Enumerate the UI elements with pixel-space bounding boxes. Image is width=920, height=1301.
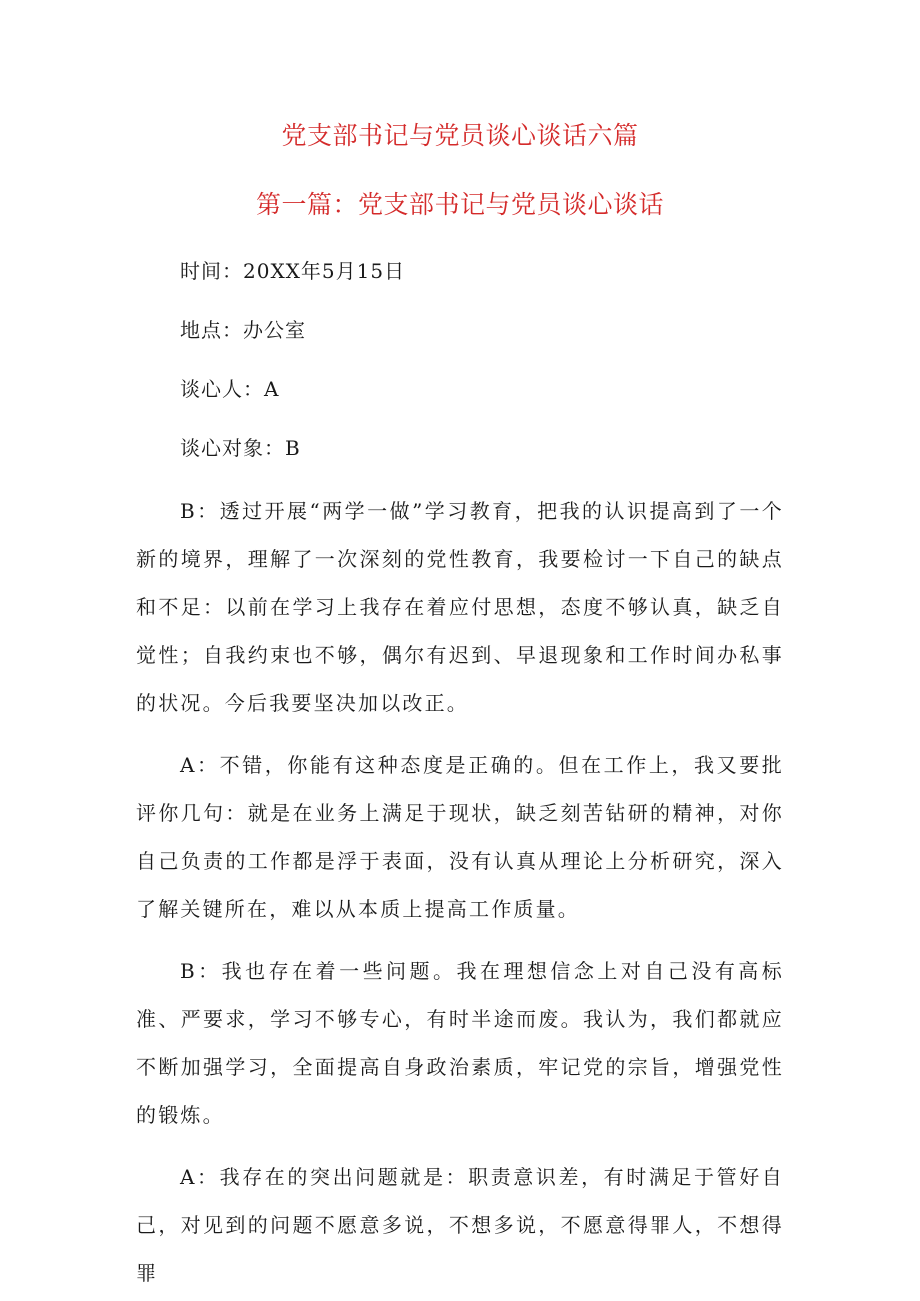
- paragraph-2: A：不错，你能有这种态度是正确的。但在工作上，我又要批评你几句：就是在业务上满足于现状，缺乏刻苦钻研的精神，对你自己负责的工作都是浮于表面，没有认真从理论上分析研究，深入了解关键所在，难以从本质上提高工作质量。: [136, 753, 784, 921]
- meta-speaker: 谈心人：A: [180, 377, 280, 401]
- meta-time: 时间：20XX年5月15日: [180, 259, 406, 283]
- paragraph-1: B：透过开展“两学一做”学习教育，把我的认识提高到了一个新的境界，理解了一次深刻的党性教育，我要检讨一下自己的缺点和不足：以前在学习上我存在着应付思想，态度不够认真，缺乏自觉性；自我约束也不够，偶尔有迟到、早退现象和工作时间办私事的状况。今后我要坚决加以改正。: [136, 499, 784, 715]
- meta-place: 地点：办公室: [180, 318, 306, 342]
- document-title: 党支部书记与党员谈心谈话六篇: [281, 121, 639, 150]
- document-subtitle: 第一篇：党支部书记与党员谈心谈话: [255, 190, 664, 219]
- paragraph-4: A：我存在的突出问题就是：职责意识差，有时满足于管好自己，对见到的问题不愿意多说，不想多说，不愿意得罪人，不想得罪: [136, 1165, 784, 1285]
- meta-target: 谈心对象：B: [180, 436, 301, 460]
- paragraph-3: B：我也存在着一些问题。我在理想信念上对自己没有高标准、严要求，学习不够专心，有时半途而废。我认为，我们都就应不断加强学习，全面提高自身政治素质，牢记党的宗旨，增强党性的锻炼。: [136, 959, 784, 1127]
